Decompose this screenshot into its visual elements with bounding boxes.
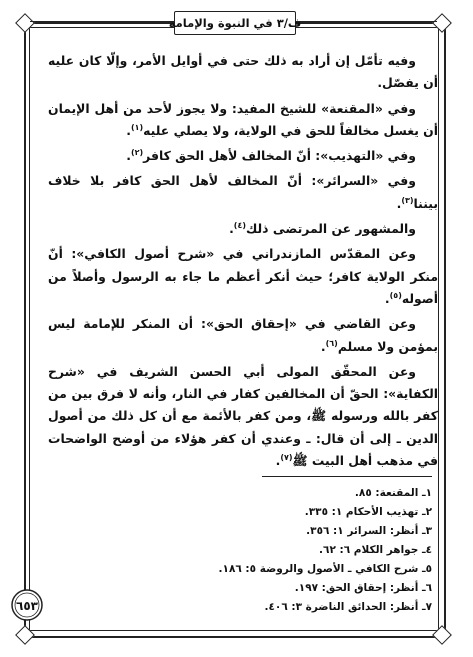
footnote-reference[interactable]: (٤) bbox=[233, 220, 246, 230]
paragraph-text: وفيه تأمّل إن أراد به ذلك حتى في أوايل الأمر، وإلّا كان عليه أن يفصّل. bbox=[48, 53, 438, 91]
page-number: ٦٥٣ bbox=[16, 599, 38, 613]
body-paragraph bbox=[48, 243, 438, 310]
footnote-reference[interactable]: (٦) bbox=[325, 338, 338, 348]
body-paragraph bbox=[48, 98, 438, 143]
paragraph-text: . bbox=[320, 338, 326, 354]
paragraph-text: . bbox=[275, 453, 281, 469]
footnote-item: ٧ـ أنظر: الحدائق الناضرة ٣: ٤٠٦. bbox=[264, 601, 432, 613]
footnote-item: ٣ـ أنظر: السرائر ١: ٣٥٦. bbox=[306, 525, 432, 537]
body-paragraph bbox=[48, 313, 438, 358]
header-rule-right bbox=[296, 21, 437, 22]
footnote-reference[interactable]: (٣) bbox=[401, 195, 414, 205]
header-rule-left bbox=[30, 21, 174, 22]
paragraph-text: والمشهور عن المرتضى ذلك bbox=[245, 221, 416, 237]
main-text bbox=[48, 50, 438, 475]
footnote-item: ٥ـ شرح الكافي ـ الأصول والروضة ٥: ١٨٦. bbox=[218, 563, 432, 575]
paragraph-text: وعن المحقّق المولى أبي الحسن الشريف في «شرح الكفاية»: الحقّ أن المخالفين كفار في النار، وأنه لا فرق بين من كفر بالله ورسوله ﷺ، ومن كفر بالأئمة مع أن كل ذلك من أصول الدين ـ إلى أن قال: ـ وعندي أن كفر هؤلاء من أوضح الواضحات في مذهب أهل البيت ﷺ bbox=[48, 363, 438, 469]
paragraph-text: . bbox=[126, 122, 131, 138]
body-paragraph bbox=[48, 361, 438, 472]
paragraph-text: وفي «المقنعة» للشيخ المفيد: ولا يجوز لأحد من أهل الإيمان أن يغسل مخالفاً للحق في الولاية، ولا يصلي عليه bbox=[48, 100, 438, 138]
paragraph-text: . bbox=[384, 290, 390, 306]
body-paragraph bbox=[48, 145, 438, 167]
paragraph-text: . bbox=[126, 148, 131, 164]
footnote-reference[interactable]: (٥) bbox=[389, 290, 402, 300]
footnotes bbox=[60, 484, 432, 617]
footnote-reference[interactable]: (٧) bbox=[280, 452, 293, 462]
paragraph-text: . bbox=[229, 221, 234, 237]
body-paragraph bbox=[48, 218, 438, 240]
footnote-item: ٤ـ جواهر الكلام ٦: ٦٢. bbox=[319, 544, 432, 556]
body-paragraph bbox=[48, 50, 438, 95]
body-paragraph bbox=[48, 170, 438, 215]
paragraph-text: . bbox=[396, 195, 402, 211]
footnote-item: ٦ـ أنظر: إحقاق الحق: ١٩٧. bbox=[294, 582, 432, 594]
paragraph-text: وعن القاضي في «إحقاق الحق»: أن المنكر للإمامة ليس بمؤمن ولا مسلم bbox=[48, 316, 438, 354]
footnote-reference[interactable]: (١) bbox=[130, 122, 144, 132]
footnote-reference[interactable]: (٢) bbox=[130, 148, 144, 158]
paragraph-text: وعن المقدّس المازندراني في «شرح أصول الكافي»: أنّ منكر الولاية كافر؛ حيث أنكر أعظم ما جاء به الرسول وأصلاً من أصوله bbox=[48, 246, 438, 306]
running-header-title: ف/٣ في النبوة والإمامة bbox=[168, 16, 302, 30]
paragraph-text: وفي «التهذيب»: أنّ المخالف لأهل الحق كافر bbox=[143, 148, 416, 164]
footnote-separator bbox=[262, 476, 432, 477]
footnote-item: ١ـ المقنعة: ٨٥. bbox=[354, 487, 432, 499]
running-header bbox=[168, 11, 302, 35]
paragraph-text: وفي «السرائر»: أنّ المخالف لأهل الحق كافر بلا خلاف بيننا bbox=[48, 173, 438, 211]
footnote-item: ٢ـ تهذيب الأحكام ١: ٣٣٥. bbox=[304, 506, 432, 518]
